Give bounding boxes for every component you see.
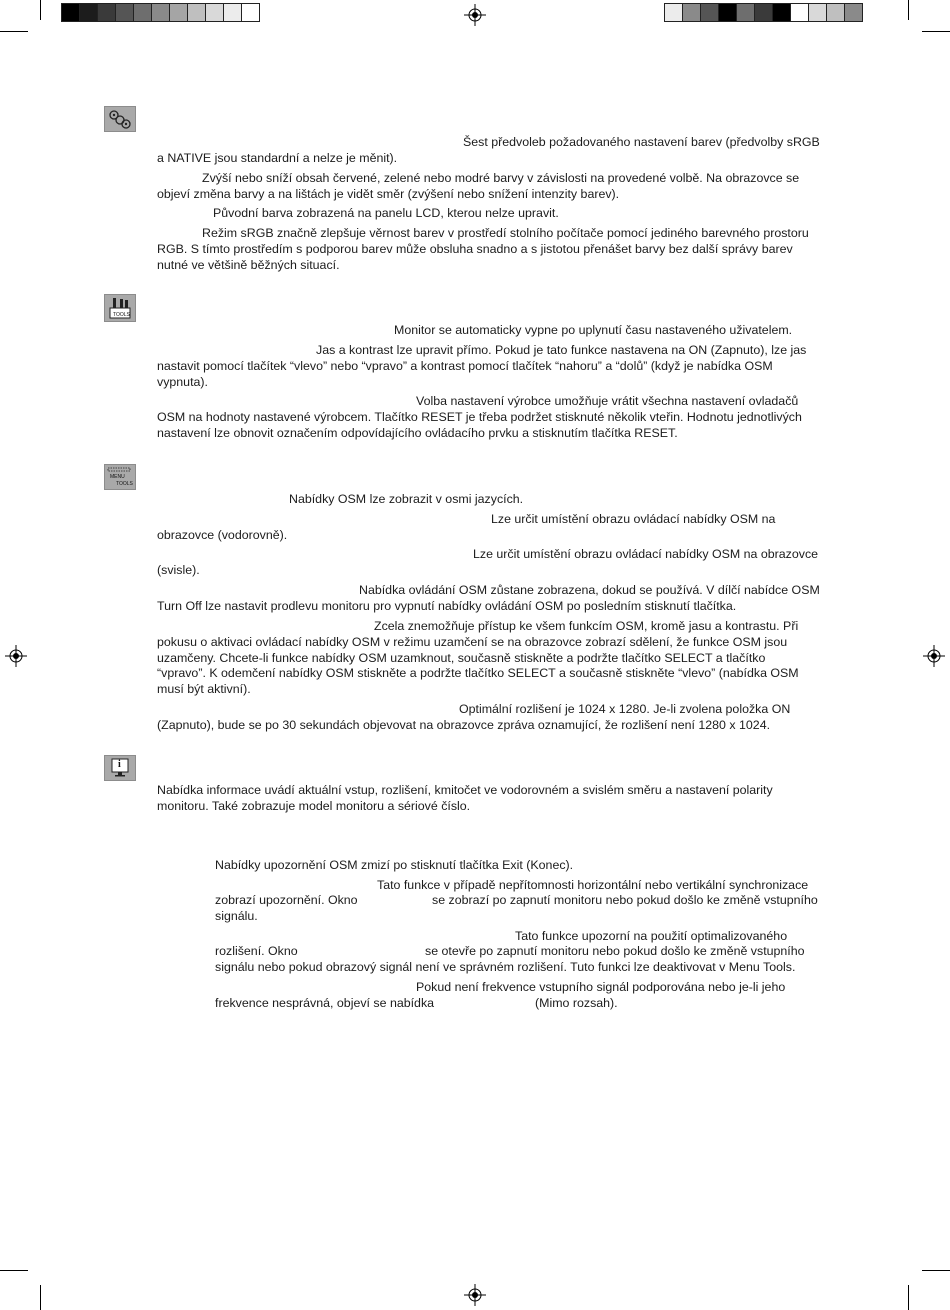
tools-text-line: OSM na hodnoty nastavené výrobcem. Tlačítko RESET je třeba podržet stisknuté několik vteřin. Hodnotu jednotlivých bbox=[157, 410, 802, 424]
warning-text-line: (Mimo rozsah). bbox=[535, 996, 618, 1010]
warning-text-line: Nabídky upozornění OSM zmizí po stisknutí tlačítka Exit (Konec). bbox=[215, 858, 574, 872]
warning-text-line: rozlišení. Okno bbox=[215, 944, 298, 958]
tools-text-line: Volba nastavení výrobce umožňuje vrátit všechna nastavení ovladačů bbox=[416, 394, 799, 408]
warning-text-line: signálu nebo pokud obrazový signál není ve správném rozlišení. Tuto funkci lze deaktivovat v Menu Tools. bbox=[215, 960, 796, 974]
color-swatch bbox=[664, 3, 683, 22]
color-swatch bbox=[241, 3, 260, 22]
color-swatch bbox=[700, 3, 719, 22]
registration-mark-icon bbox=[464, 4, 486, 26]
menu-tools-text-line: “vpravo”. K odemčení nabídky OSM stiskněte a podržte tlačítko SELECT a současně stiskněte “vlevo” (nabídka OSM bbox=[157, 666, 799, 680]
warning-text-line: frekvence nesprávná, objeví se nabídka bbox=[215, 996, 435, 1010]
color-calibration-bar-left bbox=[62, 3, 260, 22]
color-text-line: Zvýší nebo sníží obsah červené, zelené nebo modré barvy v závislosti na provedené volbě. Na obrazovce se bbox=[202, 171, 800, 185]
menu-tools-text-line: musí být aktivní). bbox=[157, 682, 251, 696]
tools-text-line: Jas a kontrast lze upravit přímo. Pokud je tato funkce nastavena na ON (Zapnuto), lze jas bbox=[316, 343, 807, 357]
warning-text-line: Tato funkce v případě nepřítomnosti horizontální nebo vertikální synchronizace bbox=[377, 878, 809, 892]
warning-text-line: se otevře po zapnutí monitoru nebo pokud došlo ke změně vstupního bbox=[425, 944, 805, 958]
warning-text-line: Tato funkce upozorní na použití optimalizovaného bbox=[515, 929, 788, 943]
tools-text-line: vypnuta). bbox=[157, 375, 208, 389]
menu-tools-text-line: Lze určit umístění obrazu ovládací nabídky OSM na obrazovce bbox=[473, 547, 819, 561]
registration-mark-icon bbox=[5, 645, 27, 667]
warning-text-line: signálu. bbox=[215, 909, 258, 923]
crop-mark bbox=[0, 1270, 28, 1271]
crop-mark bbox=[922, 31, 950, 32]
menu-tools-text-line: Nabídky OSM lze zobrazit v osmi jazycích. bbox=[289, 492, 524, 506]
crop-mark bbox=[40, 1285, 41, 1310]
color-swatch bbox=[844, 3, 863, 22]
crop-mark bbox=[0, 31, 28, 32]
color-text-line: RGB. S tímto prostředím s podporou barev může obsluha snadno a s jistotou přenášet barvy bez další správy barev bbox=[157, 242, 793, 256]
color-swatch bbox=[61, 3, 80, 22]
menu-tools-icon-label: MENU bbox=[110, 474, 125, 480]
color-swatch bbox=[736, 3, 755, 22]
crop-mark bbox=[40, 0, 41, 20]
color-swatch bbox=[79, 3, 98, 22]
color-swatch bbox=[187, 3, 206, 22]
color-swatch bbox=[718, 3, 737, 22]
warning-text-line: zobrazí upozornění. Okno bbox=[215, 893, 358, 907]
menu-tools-text-line: Lze určit umístění obrazu ovládací nabídky OSM na bbox=[491, 512, 776, 526]
color-swatch bbox=[151, 3, 170, 22]
registration-mark-icon bbox=[923, 645, 945, 667]
menu-tools-text-line: Zcela znemožňuje přístup ke všem funkcím OSM, kromě jasu a kontrastu. Při bbox=[374, 619, 799, 633]
color-swatch bbox=[808, 3, 827, 22]
tools-icon bbox=[104, 294, 136, 322]
tools-text-line: nastavit pomocí tlačítek “vlevo” nebo “vpravo” a kontrast pomocí tlačítek “nahoru” a “dolů” (když je nabídka OSM bbox=[157, 359, 773, 373]
color-swatch bbox=[223, 3, 242, 22]
color-text-line: a NATIVE jsou standardní a nelze je měnit). bbox=[157, 151, 398, 165]
color-text-line: Původní barva zobrazená na panelu LCD, kterou nelze upravit. bbox=[213, 206, 559, 220]
menu-tools-text-line: (svisle). bbox=[157, 563, 200, 577]
menu-tools-text-line: Optimální rozlišení je 1024 x 1280. Je-li zvolena položka ON bbox=[459, 702, 791, 716]
color-swatch bbox=[826, 3, 845, 22]
color-swatch bbox=[682, 3, 701, 22]
color-swatch bbox=[772, 3, 791, 22]
color-text-line: Režim sRGB značně zlepšuje věrnost barev v prostředí stolního počítače pomocí jediného barevného prostoru bbox=[202, 226, 809, 240]
color-text-line: Šest předvoleb požadovaného nastavení barev (předvolby sRGB bbox=[463, 135, 820, 149]
information-icon bbox=[104, 755, 136, 781]
color-text-line: objeví změna barvy a na lištách je vidět směr (zvýšení nebo snížení intenzity barev). bbox=[157, 187, 620, 201]
warning-text-line: se zobrazí po zapnutí monitoru nebo pokud došlo ke změně vstupního bbox=[432, 893, 818, 907]
color-swatch bbox=[133, 3, 152, 22]
menu-tools-text-line: Turn Off lze nastavit prodlevu monitoru pro vypnutí nabídky ovládání OSM po posledním stisknutí tlačítka. bbox=[157, 599, 737, 613]
menu-tools-text-line: obrazovce (vodorovně). bbox=[157, 528, 288, 542]
menu-tools-icon bbox=[104, 464, 136, 490]
tools-icon-label: TOOLS bbox=[113, 312, 130, 318]
menu-tools-icon-label: TOOLS bbox=[116, 481, 133, 487]
menu-tools-text-line: (Zapnuto), bude se po 30 sekundách objevovat na obrazovce zpráva oznamující, že rozlišení není 1280 x 1024. bbox=[157, 718, 771, 732]
color-swatch bbox=[97, 3, 116, 22]
color-swatch bbox=[115, 3, 134, 22]
color-swatch bbox=[754, 3, 773, 22]
color-text-line: nutné ve většině běžných situací. bbox=[157, 258, 340, 272]
color-swatch bbox=[169, 3, 188, 22]
color-swatch bbox=[790, 3, 809, 22]
tools-text-line: Monitor se automaticky vypne po uplynutí času nastaveného uživatelem. bbox=[394, 323, 793, 337]
information-icon-glyph: i bbox=[118, 759, 121, 770]
tools-text-line: nastavení lze obnovit označením odpovídajícího ovládacího prvku a stisknutím tlačítka RESET. bbox=[157, 426, 678, 440]
information-text-line: monitoru. Také zobrazuje model monitoru a sériové číslo. bbox=[157, 799, 471, 813]
menu-tools-text-line: Nabídka ovládání OSM zůstane zobrazena, dokud se používá. V dílčí nabídce OSM bbox=[359, 583, 820, 597]
color-calibration-bar-right bbox=[665, 3, 863, 22]
crop-mark bbox=[908, 0, 909, 20]
information-text-line: Nabídka informace uvádí aktuální vstup, rozlišení, kmitočet ve vodorovném a svislém směru a nastavení polarity bbox=[157, 783, 773, 797]
crop-mark bbox=[922, 1270, 950, 1271]
menu-tools-text-line: uzamčeny. Chcete-li funkce nabídky OSM uzamknout, současně stiskněte a podržte tlačítko SELECT a tlačítko bbox=[157, 651, 766, 665]
color-controls-icon bbox=[104, 106, 136, 132]
crop-mark bbox=[908, 1285, 909, 1310]
registration-mark-icon bbox=[464, 1284, 486, 1306]
color-swatch bbox=[205, 3, 224, 22]
menu-tools-text-line: pokusu o aktivaci ovládací nabídky OSM v režimu uzamčení se na obrazovce zobrazí sdělení, že funkce OSM jsou bbox=[157, 635, 788, 649]
warning-text-line: Pokud není frekvence vstupního signál podporována nebo je-li jeho bbox=[416, 980, 786, 994]
